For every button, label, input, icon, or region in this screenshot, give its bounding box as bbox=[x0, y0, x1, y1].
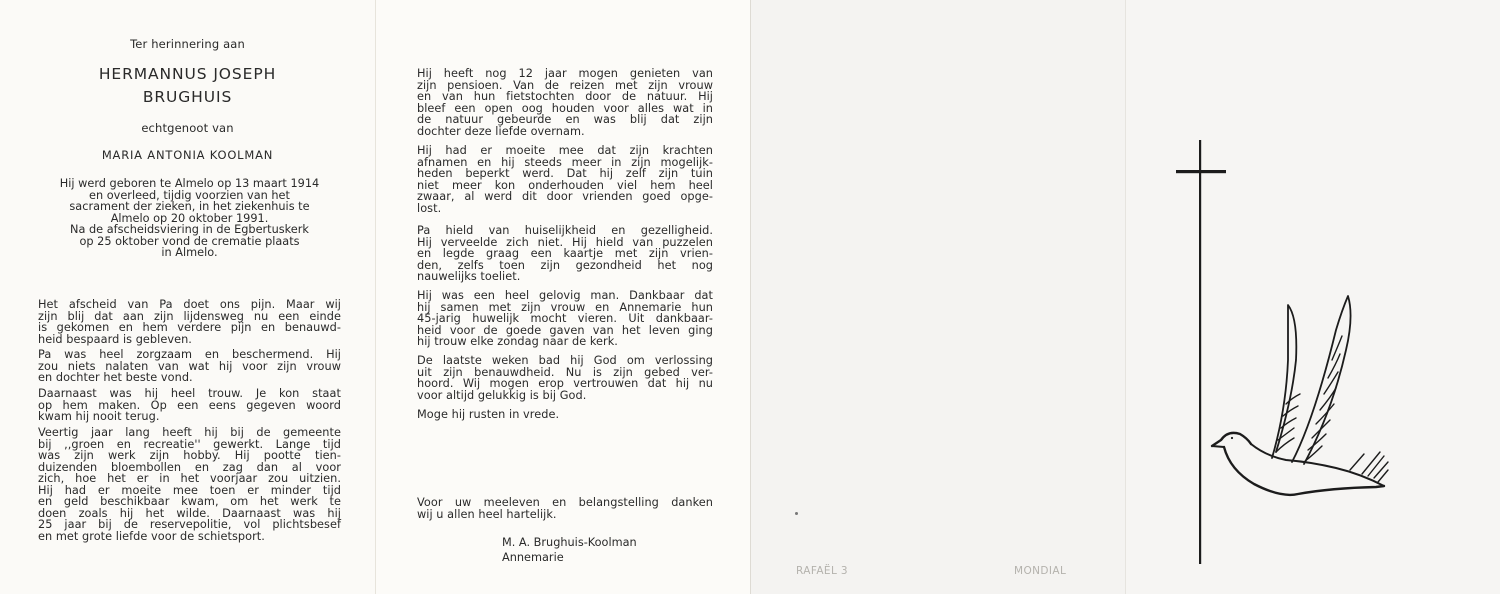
text-line: was zijn werk zijn hobby. Hij pootte tien- bbox=[38, 449, 341, 462]
text-line: zwaar, al werd dit door vrienden goed opge- bbox=[417, 190, 713, 203]
text-line: 25 jaar bij de reservepolitie, vol plichtsbesef bbox=[38, 518, 341, 531]
text-line: Moge hij rusten in vrede. bbox=[417, 408, 560, 421]
paragraph-rest-in-peace bbox=[417, 409, 713, 421]
bio-line: op 25 oktober vond de crematie plaats bbox=[79, 234, 300, 248]
text-line: 45-jarig huwelijk mocht vieren. Uit dankbaar- bbox=[417, 312, 713, 325]
text-line: voor altijd gelukkig is bij God. bbox=[417, 388, 587, 402]
text-line: doen zoals hij het wilde. Daarnaast was hij bbox=[38, 506, 341, 520]
spouse-name: MARIA ANTONIA KOOLMAN bbox=[101, 148, 274, 162]
text-line: Pa was heel zorgzaam en beschermend. Hij bbox=[38, 348, 341, 361]
signature-line: Annemarie bbox=[502, 551, 564, 564]
text-line: hij samen met zijn vrouw en Annemarie hun bbox=[417, 300, 713, 314]
text-line: heden beperkt werd. Dat hij zelf zijn tuin bbox=[417, 167, 713, 180]
text-line: Hij verveelde zich niet. Hij hield van puzzelen bbox=[417, 235, 713, 249]
paragraph-farewell bbox=[38, 299, 341, 345]
text-line: niet meer kon onderhouden viel hem heel bbox=[417, 178, 713, 192]
text-line: Hij had er moeite mee dat zijn krachten bbox=[417, 144, 713, 157]
text-line: en dochter het beste vond. bbox=[38, 371, 193, 384]
text-line: den, zelfs toen zijn gezondheid het nog bbox=[417, 258, 713, 272]
paragraph-faith bbox=[417, 290, 713, 348]
bio-line: Almelo op 20 oktober 1991. bbox=[110, 211, 269, 225]
text-line: heid bespaard is gebleven. bbox=[38, 332, 192, 346]
text-line: Voor uw meeleven en belangstelling danken bbox=[417, 496, 713, 509]
paragraph-retirement bbox=[417, 68, 713, 137]
paragraph-decline bbox=[417, 145, 713, 214]
text-line: zich, hoe het er in het voorjaar zou uitzien. bbox=[38, 472, 341, 485]
bio-line: Hij werd geboren te Almelo op 13 maart 1914 bbox=[59, 177, 320, 190]
text-line: en legde graag een kaartje met zijn vrien- bbox=[417, 247, 713, 260]
text-line: nauwelijks toeliet. bbox=[417, 270, 521, 283]
text-line: Hij had er moeite mee toen er minder tijd bbox=[38, 483, 341, 497]
bio-line: sacrament der zieken, in het ziekenhuis te bbox=[69, 200, 310, 213]
panel-obituary-text bbox=[375, 0, 750, 594]
paragraph-work bbox=[38, 427, 341, 542]
text-line: bleef een open oog houden voor alles wat in bbox=[417, 101, 713, 115]
bio-line: in Almelo. bbox=[161, 246, 218, 259]
text-line: Daarnaast was hij heel trouw. Je kon staat bbox=[38, 387, 341, 400]
paragraph-home bbox=[417, 225, 713, 283]
text-line: bij ,,groen en recreatie'' gewerkt. Lange tijd bbox=[38, 437, 341, 451]
imprint-rafael: RAFAËL 3 bbox=[796, 565, 849, 577]
text-line: en met grote liefde voor de schietsport. bbox=[38, 529, 265, 543]
text-line: uit zijn benauwdheid. Nu is zijn gebed ver- bbox=[417, 365, 713, 379]
text-line: is gekomen en hem verdere pijn en benauwd- bbox=[38, 321, 341, 334]
text-line: de natuur gebeurde en was blij dat zijn bbox=[417, 113, 713, 126]
text-line: zou niets nalaten van wat hij voor zijn vrouw bbox=[38, 359, 341, 373]
text-line: Hij was een heel gelovig man. Dankbaar dat bbox=[417, 289, 713, 302]
text-line: lost. bbox=[417, 201, 442, 215]
text-line: heid voor de goede gaven van het leven ging bbox=[417, 323, 713, 337]
signature-line: M. A. Brughuis-Koolman bbox=[502, 536, 637, 549]
text-line: zijn pensioen. Van de reizen met zijn vrouw bbox=[417, 78, 713, 92]
spouse-intro: echtgenoot van bbox=[141, 121, 234, 135]
cross-icon bbox=[1176, 140, 1226, 564]
in-memory-heading: Ter herinnering aan bbox=[130, 37, 245, 51]
paper-speck bbox=[795, 512, 798, 515]
text-line: op hem maken. Op een eens gegeven woord bbox=[38, 398, 341, 412]
text-line: hoord. Wij mogen erop vertrouwen dat hij nu bbox=[417, 377, 713, 390]
dove-icon bbox=[1212, 296, 1388, 495]
biography-block bbox=[38, 178, 341, 259]
imprint-mondial: MONDIAL bbox=[1014, 565, 1067, 577]
text-line: duizenden bloembollen en zag dan al voor bbox=[38, 460, 341, 474]
text-line: kwam hij nooit terug. bbox=[38, 410, 160, 423]
text-line: Hij heeft nog 12 jaar mogen genieten van bbox=[417, 67, 713, 80]
text-line: en geld beschikbaar kwam, om het werk te bbox=[38, 495, 341, 508]
signature-block bbox=[502, 535, 637, 565]
deceased-name-line2: BRUGHUIS bbox=[142, 88, 233, 106]
text-line: en van hun fietstochten door de natuur. Hij bbox=[417, 90, 713, 103]
thanks-block bbox=[417, 497, 713, 520]
paragraph-loyal bbox=[38, 388, 341, 423]
paragraph-last-weeks bbox=[417, 355, 713, 401]
text-line: wij u allen heel hartelijk. bbox=[417, 507, 557, 521]
text-line: Het afscheid van Pa doet ons pijn. Maar wij bbox=[38, 298, 341, 311]
paragraph-caring bbox=[38, 349, 341, 384]
bio-line: en overleed, tijdig voorzien van het bbox=[89, 188, 290, 202]
text-line: Pa hield van huiselijkheid en gezelligheid. bbox=[417, 224, 713, 237]
text-line: De laatste weken bad hij God om verlossing bbox=[417, 354, 713, 367]
panel-obituary-front bbox=[0, 0, 375, 594]
text-line: zijn blij dat aan zijn lijdensweg nu een einde bbox=[38, 309, 341, 323]
text-line: hij trouw elke zondag naar de kerk. bbox=[417, 335, 618, 348]
cover-artwork bbox=[1126, 0, 1500, 594]
text-line: afnamen en hij steeds meer in zijn mogelijk- bbox=[417, 155, 713, 169]
text-line: dochter deze liefde overnam. bbox=[417, 124, 585, 138]
deceased-name-line1: HERMANNUS JOSEPH bbox=[98, 65, 277, 83]
panel-cover bbox=[1014, 0, 1500, 594]
bio-line: Na de afscheidsviering in de Egbertuskerk bbox=[70, 223, 309, 236]
panel-blank bbox=[750, 0, 1125, 594]
text-line: Veertig jaar lang heeft hij bij de gemeente bbox=[38, 426, 341, 439]
